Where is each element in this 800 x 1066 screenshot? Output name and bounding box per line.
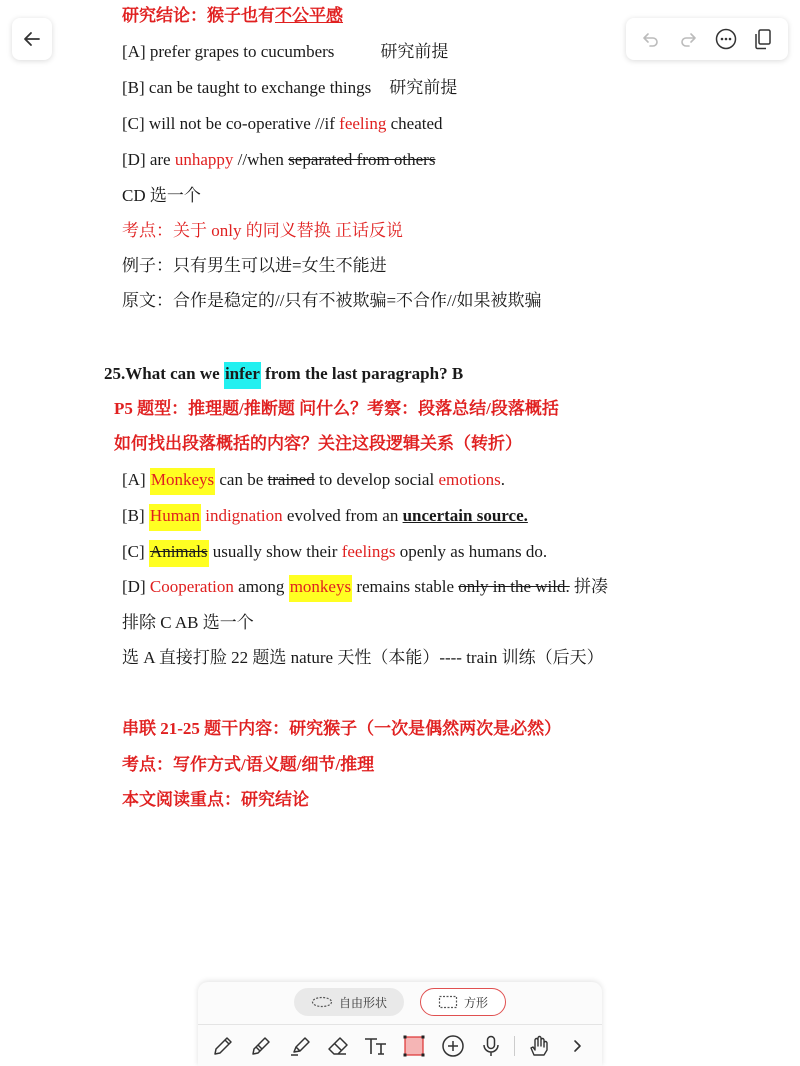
- note-text: among: [233, 577, 289, 596]
- note-text: 25.What can we: [104, 364, 224, 383]
- note-text-underlined: uncertain source.: [402, 506, 528, 525]
- answer-option-a: [122, 468, 505, 492]
- note-text: 研究前提: [380, 42, 449, 61]
- chevron-right-icon: [568, 1037, 586, 1055]
- answer-option-b: [122, 504, 528, 528]
- mode-rect-label: 方形: [463, 995, 488, 1010]
- top-toolbar: [626, 18, 788, 60]
- note-text-strike: only in the wild.: [458, 577, 570, 596]
- note-line-option-a: [122, 40, 448, 64]
- note-text: evolved from an: [282, 506, 403, 525]
- add-icon: [441, 1034, 465, 1058]
- rect-select-icon: [438, 995, 458, 1009]
- mode-rect-button[interactable]: [420, 988, 506, 1016]
- note-text-red: feelings: [341, 542, 396, 561]
- note-text: 拼凑: [569, 577, 608, 596]
- lasso-select-icon: [402, 1034, 426, 1058]
- eraser-icon: [326, 1034, 350, 1058]
- note-text-red: feeling: [339, 114, 387, 133]
- freeform-lasso-icon: [311, 996, 333, 1008]
- add-tool[interactable]: [438, 1031, 468, 1061]
- note-text: 研究结论：猴子也有: [122, 6, 275, 25]
- pencil-icon: [249, 1034, 273, 1058]
- pen-tool[interactable]: [208, 1031, 238, 1061]
- note-text-highlight: Human: [149, 504, 201, 531]
- note-line-exclude: 排除 C AB 选一个: [122, 613, 254, 632]
- summary-line-3: 本文阅读重点：研究结论: [122, 790, 309, 809]
- note-line-howto: 如何找出段落概括的内容？关注这段逻辑关系（转折）: [114, 434, 522, 453]
- summary-line-1: 串联 21-25 题干内容：研究猴子（一次是偶然两次是必然）: [122, 719, 562, 738]
- hand-tool[interactable]: [524, 1031, 554, 1061]
- note-text-red: emotions: [438, 470, 501, 489]
- note-text-highlight: infer: [224, 362, 261, 389]
- note-text-highlight: Monkeys: [150, 468, 215, 495]
- microphone-icon: [479, 1034, 503, 1058]
- note-text: //when: [233, 150, 289, 169]
- note-line-cd: CD 选一个: [122, 186, 201, 205]
- text-tool[interactable]: [361, 1031, 391, 1061]
- question-25: [104, 362, 463, 386]
- bottom-toolbar: [198, 982, 602, 1066]
- note-text: [D]: [122, 577, 150, 596]
- pencil-tool[interactable]: [246, 1031, 276, 1061]
- more-tools-button[interactable]: [562, 1031, 592, 1061]
- note-text-red: unhappy: [174, 150, 234, 169]
- note-line-example: 例子：只有男生可以进=女生不能进: [122, 256, 387, 275]
- microphone-tool[interactable]: [476, 1031, 506, 1061]
- arrow-left-icon: [22, 29, 42, 49]
- undo-icon: [641, 29, 661, 49]
- note-text-highlight: monkeys: [289, 575, 352, 602]
- note-line-kaodian: 考点：关于 only 的同义替换 正话反说: [122, 221, 403, 240]
- note-text: [D] are: [122, 150, 175, 169]
- note-line-select: 选 A 直接打脸 22 题选 nature 天性（本能）---- train 训练（后天）: [122, 648, 604, 667]
- note-line-option-c: [122, 112, 443, 136]
- note-text-underlined: 不公平感: [275, 6, 343, 25]
- note-line-original: 原文：合作是稳定的//只有不被欺骗=不合作//如果被欺骗: [122, 291, 542, 310]
- note-text: can be: [215, 470, 268, 489]
- highlighter-icon: [288, 1034, 312, 1058]
- note-line-p5: P5 题型：推理题/推断题 问什么？考察：段落总结/段落概括: [114, 399, 559, 418]
- undo-button[interactable]: [637, 25, 665, 53]
- note-text: cheated: [386, 114, 443, 133]
- note-text: [C]: [122, 542, 149, 561]
- note-text-strike: trained: [267, 470, 315, 489]
- answer-option-c: [122, 540, 547, 564]
- note-text: openly as humans do.: [395, 542, 548, 561]
- mode-freeform-button[interactable]: [294, 988, 404, 1016]
- back-button[interactable]: [12, 18, 52, 60]
- pages-button[interactable]: [749, 25, 777, 53]
- note-text-highlight: Animals: [149, 540, 209, 567]
- hand-icon: [527, 1034, 551, 1058]
- note-text: from the last paragraph? B: [260, 364, 464, 383]
- note-line-conclusion: [122, 4, 343, 28]
- note-text-strike: separated from others: [288, 150, 436, 169]
- note-text: .: [500, 470, 506, 489]
- more-button[interactable]: [712, 25, 740, 53]
- note-text: 研究前提: [389, 78, 458, 97]
- note-text: [A] prefer grapes to cucumbers: [122, 42, 335, 61]
- pen-icon: [211, 1034, 235, 1058]
- text-icon: [363, 1034, 389, 1058]
- note-line-option-b: [122, 76, 457, 100]
- answer-option-d: [122, 575, 608, 599]
- mode-freeform-label: 自由形状: [338, 995, 387, 1010]
- note-text: [A]: [122, 470, 150, 489]
- summary-line-2: 考点：写作方式/语义题/细节/推理: [122, 755, 375, 774]
- lasso-select-tool[interactable]: [399, 1031, 429, 1061]
- note-text-red: indignation: [200, 506, 283, 525]
- note-text: to develop social: [314, 470, 439, 489]
- highlighter-tool[interactable]: [285, 1031, 315, 1061]
- note-text: [C] will not be co-operative //if: [122, 114, 340, 133]
- redo-icon: [678, 29, 698, 49]
- more-icon: [715, 28, 737, 50]
- eraser-tool[interactable]: [323, 1031, 353, 1061]
- tool-separator: [514, 1036, 515, 1056]
- note-text: usually show their: [208, 542, 342, 561]
- redo-button[interactable]: [674, 25, 702, 53]
- note-line-option-d: [122, 148, 435, 172]
- note-text-red: Cooperation: [149, 577, 234, 596]
- pages-icon: [753, 28, 773, 50]
- note-text: [B] can be taught to exchange things: [122, 78, 372, 97]
- note-text: remains stable: [352, 577, 459, 596]
- tool-row: [208, 1030, 592, 1062]
- toolbar-divider: [198, 1024, 602, 1025]
- note-text: [B]: [122, 506, 149, 525]
- selection-mode-row: [198, 988, 602, 1020]
